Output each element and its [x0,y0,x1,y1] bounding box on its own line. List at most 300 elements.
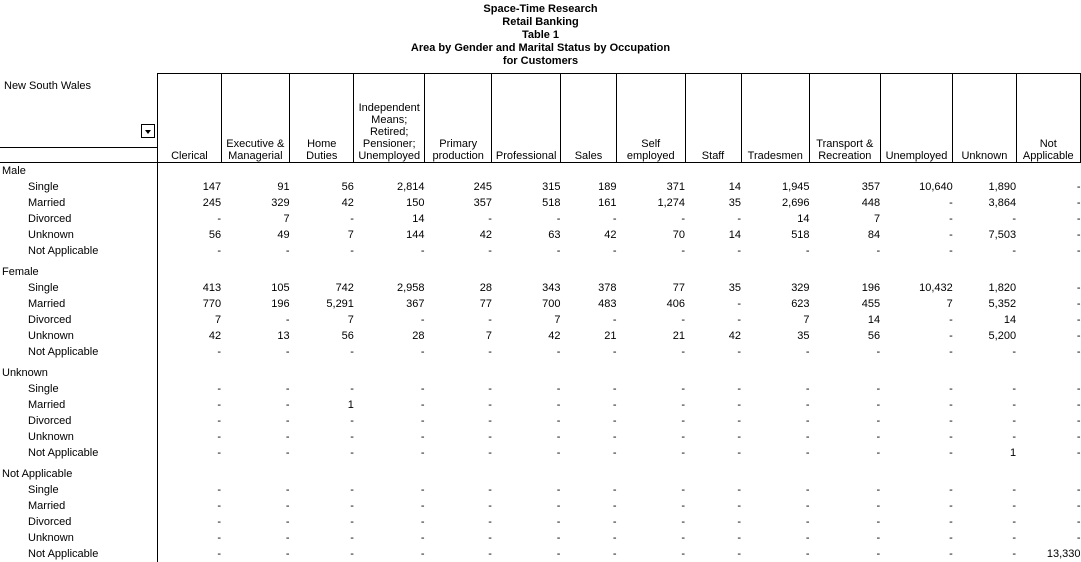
table-cell: 623 [791,297,810,310]
table-cell: - [681,414,685,427]
table-cell: - [1076,345,1081,358]
table-cell: - [556,531,561,544]
table-cell: - [612,515,617,528]
table-cell: - [612,382,617,395]
table-cell [158,466,221,482]
table-cell: - [1076,515,1081,528]
table-cell: - [285,398,290,411]
column-header-clerical[interactable]: Clerical [158,74,221,163]
table-cell: - [681,313,685,326]
table-cell: 7 [214,313,222,326]
table-cell [810,264,881,280]
table-cell: - [488,547,492,560]
table-cell: 14 [867,313,881,326]
table-cell: - [488,499,492,512]
table-cell: 105 [271,281,290,294]
table-cell: 742 [335,281,354,294]
table-cell: - [737,483,742,496]
table-cell: - [949,499,953,512]
table-cell [354,264,425,280]
table-cell: 14 [412,212,425,225]
column-header-unemployed[interactable]: Unemployed [880,74,953,163]
table-cell: - [488,212,492,225]
table-row [0,514,1081,530]
table-cell: - [949,382,953,395]
table-cell: - [737,313,742,326]
table-cell [221,365,290,381]
table-row [0,397,1081,413]
table-cell [1016,264,1080,280]
table-cell: - [420,531,425,544]
table-cell: - [217,483,222,496]
table-cell [425,365,492,381]
column-header-self-employed[interactable]: Self employed [617,74,686,163]
table-cell: - [217,398,222,411]
title-line-table-number: Table 1 [521,29,560,41]
column-header-transport-recreation[interactable]: Transport & Recreation [810,74,881,163]
table-cell: - [350,483,354,496]
table-cell: 56 [341,180,354,193]
table-cell: - [737,547,742,560]
table-row [0,530,1081,546]
table-cell: - [737,398,742,411]
table-cell: - [876,244,881,257]
table-cell: 413 [202,281,222,294]
table-cell: 245 [473,180,492,193]
table-cell: 1,890 [988,180,1017,193]
row-label[interactable]: Married [0,498,158,514]
table-cell: 196 [271,297,290,310]
table-cell: 42 [341,196,354,209]
table-cell: - [876,398,881,411]
table-cell: - [737,499,742,512]
table-cell: - [949,244,953,257]
column-header-home-duties[interactable]: Home Duties [290,74,354,163]
table-cell [617,365,686,381]
table-cell [741,264,810,280]
table-cell: 448 [861,196,881,209]
table-cell: 13 [277,329,290,342]
table-cell: 7 [554,313,561,326]
table-cell: - [217,345,222,358]
table-cell [290,264,354,280]
table-cell: - [420,382,425,395]
table-cell: 84 [867,228,881,241]
table-cell: - [681,212,685,225]
table-cell: - [1076,281,1081,294]
table-cell: - [1076,531,1081,544]
table-cell: 378 [598,281,617,294]
table-cell: - [949,196,953,209]
table-cell [560,264,616,280]
table-cell [425,466,492,482]
table-cell: - [350,382,354,395]
table-cell: - [285,499,290,512]
table-cell: - [1012,515,1017,528]
row-label[interactable]: Unknown [0,530,158,546]
table-cell: - [737,345,742,358]
table-cell [290,162,354,179]
column-header-executive-managerial[interactable]: Executive & Managerial [221,74,290,163]
table-cell: 63 [548,228,561,241]
table-cell: 14 [1003,313,1017,326]
table-cell: - [805,531,810,544]
table-cell [560,162,616,179]
table-cell: 144 [406,228,425,241]
table-cell: 7 [347,313,354,326]
table-cell: 14 [728,180,742,193]
row-group-label[interactable]: Unknown [0,365,158,381]
table-cell: - [1076,499,1081,512]
table-cell: - [737,430,742,443]
column-header-staff[interactable]: Staff [685,74,741,163]
table-cell: - [612,345,617,358]
table-cell: - [681,382,685,395]
table-cell: - [949,531,953,544]
row-label[interactable]: Divorced [0,211,158,227]
table-cell: - [217,446,222,459]
table-cell [880,264,953,280]
table-cell [953,264,1016,280]
row-label[interactable]: Unknown [0,227,158,243]
row-label[interactable]: Not Applicable [0,546,158,562]
table-cell: - [488,398,492,411]
table-cell: - [612,244,617,257]
table-cell: - [805,345,810,358]
table-cell: - [876,547,881,560]
table-row [0,243,1081,259]
table-cell: 42 [208,329,222,342]
table-cell: - [876,430,881,443]
table-row [0,211,1081,227]
table-cell: 406 [666,297,685,310]
table-cell [880,162,953,179]
table-cell: - [1012,430,1017,443]
table-cell: - [949,212,953,225]
table-cell: - [488,515,492,528]
table-cell: 3,864 [988,196,1017,209]
row-group-label[interactable]: Female [0,264,158,280]
table-cell [1016,365,1080,381]
table-cell: - [350,414,354,427]
row-label[interactable]: Married [0,296,158,312]
table-cell: - [876,499,881,512]
table-cell: 196 [861,281,881,294]
table-cell: - [420,483,425,496]
table-cell [810,162,881,179]
table-cell: 35 [797,329,810,342]
row-label[interactable]: Not Applicable [0,344,158,360]
table-cell: 1 [1009,446,1017,459]
table-row [0,344,1081,360]
table-cell: - [420,430,425,443]
table-cell: 14 [728,228,742,241]
table-cell: 371 [666,180,685,193]
table-cell: - [420,446,425,459]
table-cell: - [876,345,881,358]
table-cell: - [488,313,492,326]
table-cell: 35 [728,281,742,294]
table-cell: - [876,382,881,395]
row-label[interactable]: Not Applicable [0,243,158,259]
table-cell: - [556,547,561,560]
table-cell: - [1076,382,1081,395]
table-cell [492,162,561,179]
table-cell [158,365,221,381]
title-line-organisation: Space-Time Research [483,3,598,15]
table-cell: - [681,345,685,358]
table-cell: - [285,244,290,257]
table-row [0,312,1081,328]
table-row [0,328,1081,344]
table-cell: 77 [479,297,492,310]
table-cell: - [1012,483,1017,496]
table-cell: 70 [672,228,685,241]
table-cell: - [1076,398,1081,411]
row-group-label[interactable]: Not Applicable [0,466,158,482]
table-cell: - [681,531,685,544]
table-cell: 49 [277,228,290,241]
table-cell: 14 [797,212,810,225]
table-cell: - [612,446,617,459]
table-cell: - [556,398,561,411]
row-label[interactable]: Single [0,381,158,397]
table-cell: - [217,531,222,544]
table-row [0,413,1081,429]
table-cell: - [737,212,742,225]
table-cell: - [805,515,810,528]
table-cell [685,365,741,381]
table-cell: - [737,531,742,544]
table-cell: 357 [861,180,881,193]
table-cell: - [217,212,222,225]
table-row [0,498,1081,514]
title-line-population: for Customers [502,55,579,67]
table-cell: - [556,515,561,528]
table-cell: - [949,228,953,241]
table-cell: - [805,483,810,496]
column-header-sales[interactable]: Sales [560,74,616,163]
row-label[interactable]: Unknown [0,429,158,445]
table-cell: - [217,244,222,257]
table-cell: - [805,244,810,257]
column-header-unknown[interactable]: Unknown [953,74,1016,163]
table-cell [953,162,1016,179]
table-cell: - [285,382,290,395]
table-cell: 1,945 [782,180,810,193]
row-label[interactable]: Divorced [0,413,158,429]
table-cell: - [612,430,617,443]
table-cell: - [1076,446,1081,459]
table-cell: - [1012,382,1017,395]
row-group-label[interactable]: Male [0,162,158,179]
row-label[interactable]: Married [0,195,158,211]
column-header-tradesmen[interactable]: Tradesmen [741,74,810,163]
table-cell: - [285,531,290,544]
table-cell: - [556,382,561,395]
table-cell: 367 [406,297,425,310]
table-cell: - [1076,483,1081,496]
table-cell: - [949,329,953,342]
row-label[interactable]: Not Applicable [0,445,158,461]
table-cell: - [681,483,685,496]
table-cell: - [1076,329,1081,342]
table-cell: - [1076,313,1081,326]
table-body [0,162,1081,562]
table-cell [354,466,425,482]
table-cell: - [949,547,953,560]
table-cell: 5,352 [988,297,1017,310]
table-cell [221,466,290,482]
table-cell: - [285,483,290,496]
table-cell: - [285,446,290,459]
table-cell: - [556,244,561,257]
table-cell [492,264,561,280]
table-cell: 518 [542,196,561,209]
table-cell: - [350,430,354,443]
table-cell: 5,200 [988,329,1017,342]
table-cell: - [556,446,561,459]
table-cell [425,264,492,280]
table-cell: - [285,430,290,443]
table-cell: 315 [542,180,561,193]
table-cell: - [420,313,425,326]
table-cell [685,466,741,482]
table-cell [221,264,290,280]
area-selector[interactable] [0,74,158,163]
row-label[interactable]: Single [0,280,158,296]
table-cell: - [612,414,617,427]
table-cell: - [1012,499,1017,512]
table-cell: - [737,382,742,395]
table-cell: 2,814 [396,180,425,193]
table-cell: - [350,244,354,257]
table-row [0,179,1081,195]
table-cell: 357 [473,196,492,209]
table-cell: - [681,446,685,459]
row-label[interactable]: Single [0,482,158,498]
table-cell [158,264,221,280]
table-cell [953,365,1016,381]
table-cell: 329 [271,196,290,209]
table-cell: - [488,446,492,459]
column-header-professional[interactable]: Professional [492,74,561,163]
table-cell: 770 [202,297,222,310]
table-cell [810,365,881,381]
table-cell: - [1012,212,1017,225]
table-cell: - [1076,430,1081,443]
column-header-independent-means[interactable]: Independent Means; Retired; Pensioner; Unemployed [354,74,425,163]
table-cell: - [805,430,810,443]
table-row [0,381,1081,397]
table-cell: 455 [861,297,881,310]
title-line-description: Area by Gender and Marital Status by Occupation [410,42,671,54]
table-cell: - [285,313,290,326]
table-cell [880,365,953,381]
table-cell: - [949,313,953,326]
table-cell: - [681,515,685,528]
table-cell: 343 [542,281,561,294]
table-cell: - [876,483,881,496]
row-label[interactable]: Unknown [0,328,158,344]
row-label[interactable]: Divorced [0,312,158,328]
table-cell: - [612,398,617,411]
table-cell: - [681,430,685,443]
table-cell: - [1076,212,1081,225]
table-cell: - [876,515,881,528]
table-cell [685,162,741,179]
table-cell: - [217,515,222,528]
table-cell: - [350,212,354,225]
table-cell: - [285,345,290,358]
table-cell: - [612,499,617,512]
table-cell: 1,820 [988,281,1017,294]
table-cell [953,466,1016,482]
table-cell: - [1012,531,1017,544]
table-cell: - [1012,414,1017,427]
row-label[interactable]: Single [0,179,158,195]
table-cell: - [805,499,810,512]
table-cell: - [350,515,354,528]
table-cell: - [612,483,617,496]
table-cell: - [488,382,492,395]
table-cell: 21 [672,329,685,342]
table-cell: - [217,499,222,512]
table-cell: - [1076,180,1081,193]
chevron-down-icon[interactable] [141,124,155,138]
row-label[interactable]: Divorced [0,514,158,530]
table-group-row [0,466,1081,482]
table-cell: - [876,414,881,427]
table-cell: - [488,483,492,496]
table-cell: - [805,414,810,427]
column-header-not-applicable[interactable]: Not Applicable [1016,74,1080,163]
table-cell: - [420,499,425,512]
table-cell: - [612,313,617,326]
table-cell: - [612,531,617,544]
table-cell: 42 [604,228,617,241]
table-cell: 91 [277,180,290,193]
table-cell [741,365,810,381]
table-cell: 518 [791,228,810,241]
table-cell: 7 [347,228,354,241]
row-label[interactable]: Married [0,397,158,413]
table-cell: - [488,430,492,443]
table-cell: - [217,430,222,443]
report-title-block [0,0,1081,68]
table-cell: 28 [412,329,425,342]
table-cell: 42 [479,228,492,241]
table-cell: - [681,244,685,257]
table-cell: - [1076,196,1081,209]
table-cell: - [681,398,685,411]
table-cell: - [1012,398,1017,411]
table-cell: - [350,531,354,544]
column-header-primary-production[interactable]: Primary production [425,74,492,163]
table-cell: - [556,212,561,225]
table-cell: 10,432 [919,281,953,294]
table-cell: - [420,515,425,528]
table-cell: 35 [728,196,742,209]
corner-divider [0,147,157,148]
table-cell: - [1012,244,1017,257]
table-cell [1016,466,1080,482]
table-cell [158,162,221,179]
table-cell: - [488,414,492,427]
table-cell: - [285,547,290,560]
table-cell: 42 [728,329,742,342]
table-cell: - [949,345,953,358]
